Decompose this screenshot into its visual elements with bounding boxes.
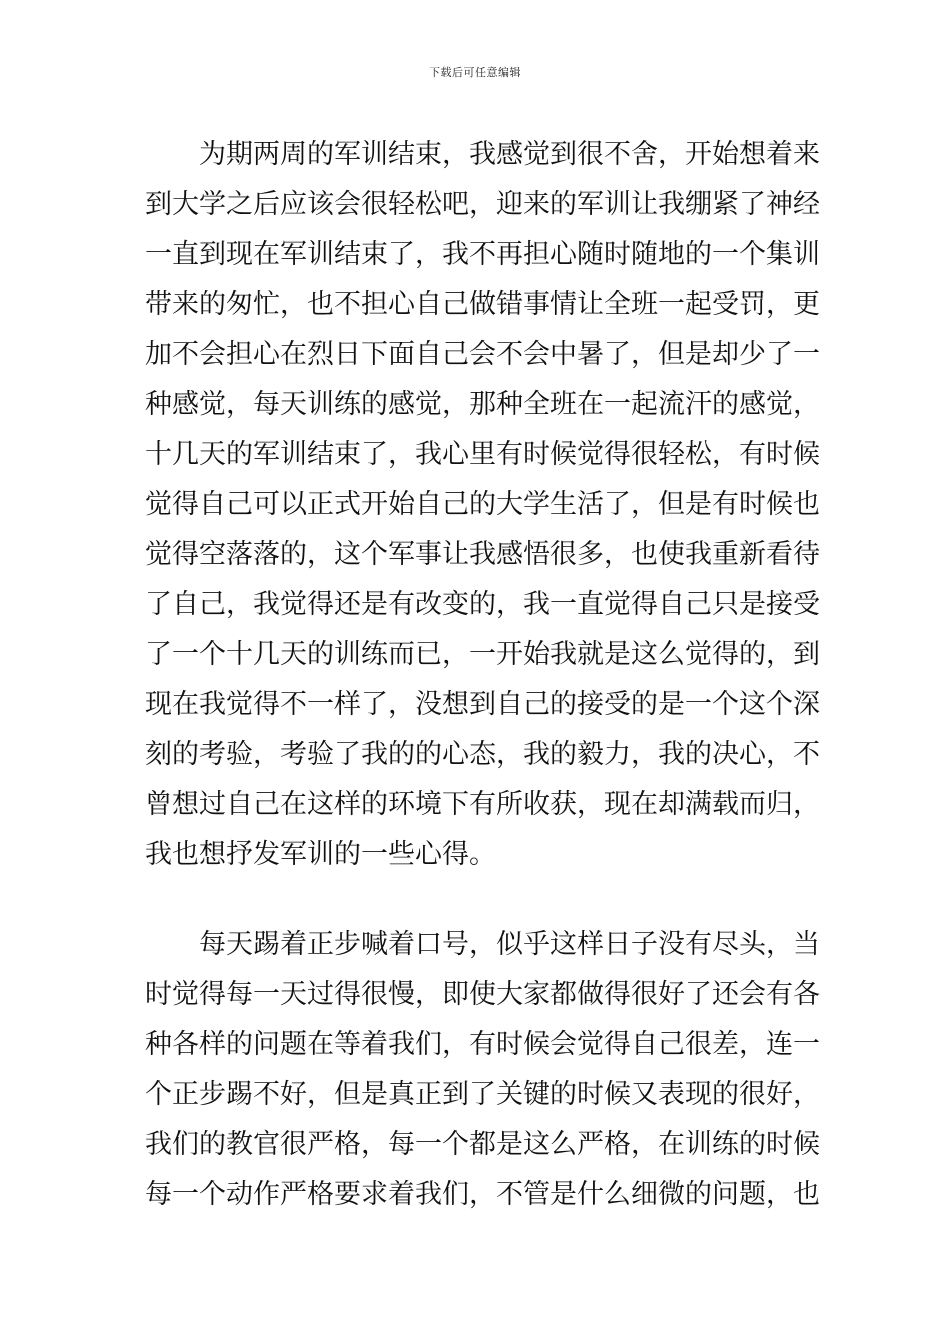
- text-line: 刻的考验，考验了我的的心态，我的毅力，我的决心，不: [145, 739, 820, 770]
- text-line: 一直到现在军训结束了，我不再担心随时随地的一个集训: [145, 239, 820, 270]
- text-line: 十几天的军训结束了，我心里有时候觉得很轻松，有时候: [145, 439, 820, 470]
- text-line: 个正步踢不好，但是真正到了关键的时候又表现的很好，: [145, 1079, 820, 1110]
- text-line: 每一个动作严格要求着我们，不管是什么细微的问题，也: [145, 1179, 820, 1210]
- text-line: 带来的匆忙，也不担心自己做错事情让全班一起受罚，更: [145, 289, 820, 320]
- text-line: 我们的教官很严格，每一个都是这么严格，在训练的时候: [145, 1129, 820, 1160]
- text-line: 加不会担心在烈日下面自己会不会中暑了，但是却少了一: [145, 339, 820, 370]
- text-line: 每天踢着正步喊着口号，似乎这样日子没有尽头，当: [199, 929, 820, 960]
- paragraph-2: [145, 920, 820, 1220]
- text-line: 了一个十几天的训练而已，一开始我就是这么觉得的，到: [145, 639, 820, 670]
- header-note: 下载后可任意编辑: [429, 66, 521, 79]
- text-line: 曾想过自己在这样的环境下有所收获，现在却满载而归，: [145, 789, 820, 820]
- text-line: 时觉得每一天过得很慢，即使大家都做得很好了还会有各: [145, 979, 820, 1010]
- text-line: 现在我觉得不一样了，没想到自己的接受的是一个这个深: [145, 689, 820, 720]
- text-line: 种各样的问题在等着我们，有时候会觉得自己很差，连一: [145, 1029, 820, 1060]
- text-line: 我也想抒发军训的一些心得。: [145, 839, 496, 870]
- text-line: 了自己，我觉得还是有改变的，我一直觉得自己只是接受: [145, 589, 820, 620]
- text-line: 种感觉，每天训练的感觉，那种全班在一起流汗的感觉，: [145, 389, 820, 420]
- text-line: 为期两周的军训结束，我感觉到很不舍，开始想着来: [199, 139, 820, 170]
- text-line: 觉得空落落的，这个军事让我感悟很多，也使我重新看待: [145, 539, 820, 570]
- paragraph-1: [145, 130, 820, 880]
- text-line: 觉得自己可以正式开始自己的大学生活了，但是有时候也: [145, 489, 820, 520]
- text-line: 到大学之后应该会很轻松吧，迎来的军训让我绷紧了神经: [145, 189, 820, 220]
